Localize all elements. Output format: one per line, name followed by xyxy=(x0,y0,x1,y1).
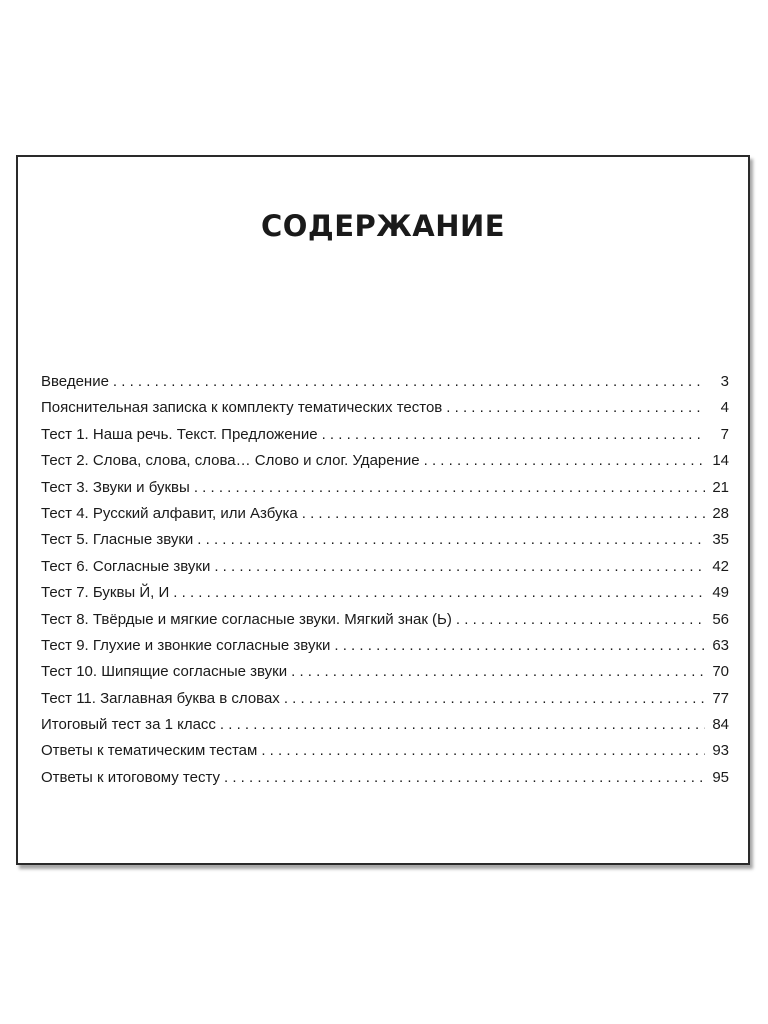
toc-leader-dots xyxy=(456,607,705,633)
table-of-contents xyxy=(41,369,729,791)
toc-leader-dots xyxy=(302,501,705,527)
toc-entry[interactable] xyxy=(41,369,729,395)
toc-entry-page: 77 xyxy=(712,689,729,707)
toc-entry-page: 3 xyxy=(720,373,729,390)
toc-entry-label: Ответы к итоговому тесту xyxy=(41,768,221,786)
toc-leader-dots xyxy=(261,738,705,764)
toc-entry[interactable] xyxy=(41,686,729,712)
toc-entry-page: 49 xyxy=(712,584,729,602)
toc-leader-dots xyxy=(424,448,705,474)
toc-leader-dots xyxy=(173,580,705,606)
toc-entry-page: 63 xyxy=(712,636,729,654)
toc-entry[interactable] xyxy=(41,738,729,764)
toc-entry-label: Тест 8. Твёрдые и мягкие согласные звуки. Мягкий знак (Ь) xyxy=(41,610,452,628)
toc-entry-page: 95 xyxy=(712,768,729,786)
toc-entry-page: 4 xyxy=(720,399,729,417)
toc-entry-label: Тест 5. Гласные звуки xyxy=(41,531,194,549)
page-title: СОДЕРЖАНИЕ xyxy=(260,209,506,243)
toc-entry-page: 35 xyxy=(712,531,729,549)
toc-leader-dots xyxy=(322,422,705,448)
toc-entry-label: Итоговый тест за 1 класс xyxy=(41,716,216,734)
toc-entry-label: Тест 6. Согласные звуки xyxy=(41,557,211,575)
toc-entry-page: 84 xyxy=(712,716,729,734)
toc-entry[interactable] xyxy=(41,580,729,606)
toc-leader-dots xyxy=(291,659,705,685)
toc-entry-label: Тест 7. Буквы Й, И xyxy=(41,584,170,602)
toc-entry-page: 7 xyxy=(720,425,729,443)
toc-entry-label: Пояснительная записка к комплекту тематических тестов xyxy=(41,399,443,417)
toc-leader-dots xyxy=(194,475,705,501)
toc-leader-dots xyxy=(224,765,705,791)
page-frame xyxy=(16,155,750,865)
toc-entry[interactable] xyxy=(41,527,729,553)
toc-entry[interactable] xyxy=(41,475,729,501)
toc-leader-dots xyxy=(334,633,705,659)
toc-leader-dots xyxy=(214,554,705,580)
toc-entry-label: Введение xyxy=(41,373,109,390)
toc-entry-page: 21 xyxy=(712,478,729,496)
toc-entry-page: 42 xyxy=(712,557,729,575)
toc-leader-dots xyxy=(446,395,705,421)
toc-entry[interactable] xyxy=(41,633,729,659)
toc-entry[interactable] xyxy=(41,712,729,738)
toc-entry-label: Тест 10. Шипящие согласные звуки xyxy=(41,663,288,681)
toc-leader-dots xyxy=(197,527,705,553)
toc-leader-dots xyxy=(284,686,705,712)
toc-leader-dots xyxy=(220,712,705,738)
toc-entry-page: 56 xyxy=(712,610,729,628)
toc-entry-page: 14 xyxy=(712,452,729,470)
toc-entry-label: Тест 1. Наша речь. Текст. Предложение xyxy=(41,425,318,443)
toc-entry-page: 28 xyxy=(712,504,729,522)
toc-entry-page: 70 xyxy=(712,663,729,681)
toc-entry[interactable] xyxy=(41,659,729,685)
toc-entry-label: Ответы к тематическим тестам xyxy=(41,742,258,760)
toc-entry[interactable] xyxy=(41,448,729,474)
toc-entry-page: 93 xyxy=(712,742,729,760)
toc-entry[interactable] xyxy=(41,395,729,421)
toc-leader-dots xyxy=(113,369,705,395)
toc-entry-label: Тест 11. Заглавная буква в словах xyxy=(41,689,280,707)
toc-entry-label: Тест 9. Глухие и звонкие согласные звуки xyxy=(41,636,331,654)
toc-entry[interactable] xyxy=(41,554,729,580)
toc-entry-label: Тест 2. Слова, слова, слова… Слово и слог. Ударение xyxy=(41,452,420,470)
toc-entry[interactable] xyxy=(41,765,729,791)
toc-entry-label: Тест 4. Русский алфавит, или Азбука xyxy=(41,504,298,522)
toc-entry[interactable] xyxy=(41,607,729,633)
toc-entry[interactable] xyxy=(41,501,729,527)
toc-entry-label: Тест 3. Звуки и буквы xyxy=(41,478,190,496)
toc-entry[interactable] xyxy=(41,422,729,448)
